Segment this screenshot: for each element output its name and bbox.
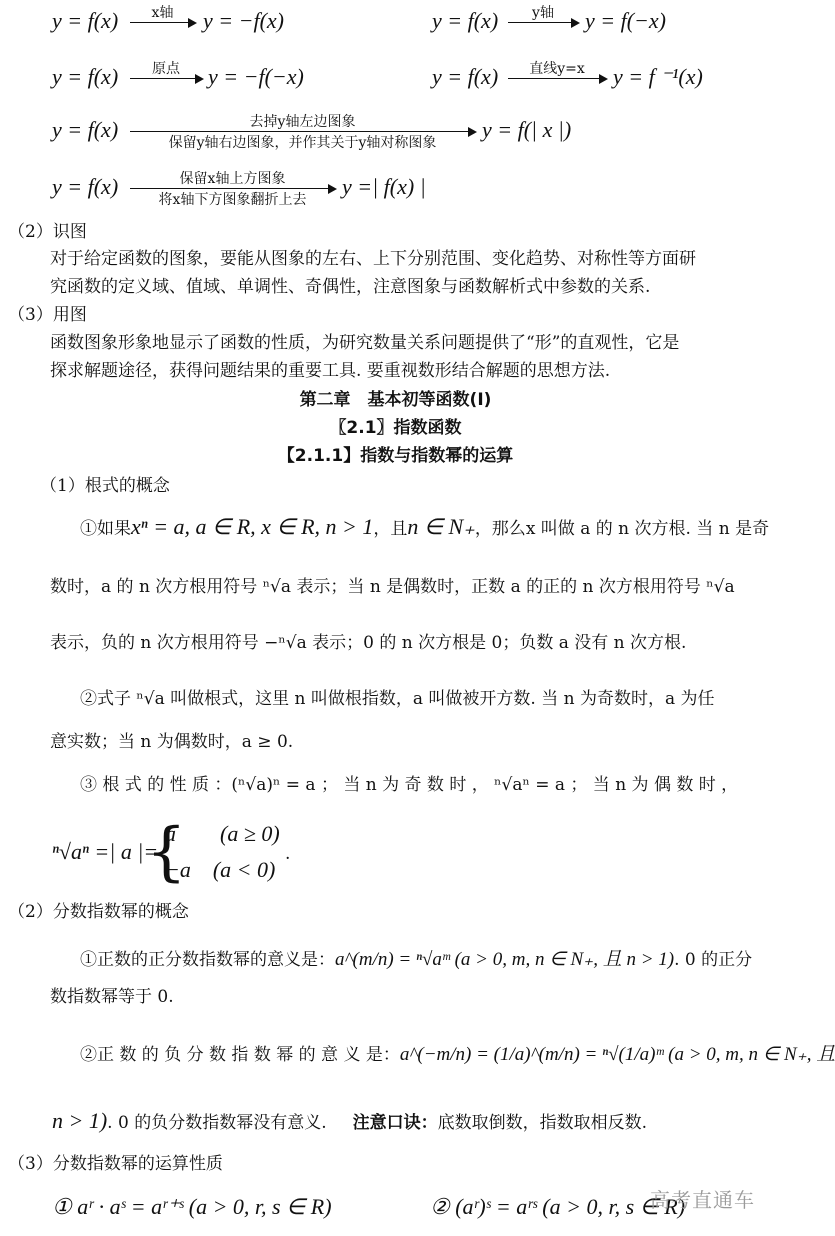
watermark: 高考直通车 [650,1188,755,1212]
ops-rule-1: ① aʳ · aˢ = aʳ⁺ˢ (a > 0, r, s ∈ R) [52,1194,332,1219]
section-heading: 〖2.1〗指数函数 [329,418,462,438]
transform-row-3-left: y = f(x) [52,64,119,89]
paragraph-line: 函数图象形象地显示了函数的性质，为研究数量关系问题提供了“形”的直观性，它是 [50,333,680,353]
transform-arrow-label-bottom: 保留y轴右边图象，并作其关于y轴对称图象 [168,135,437,151]
paragraph-line: 对于给定函数的图象，要能从图象的左右、上下分别范围、变化趋势、对称性等方面研 [50,249,696,269]
text: 底数取倒数，指数取相反数. [437,1113,648,1133]
transform-row-5-left: y = f(x) [52,117,119,142]
transform-arrow-label: 直线y=x [529,61,585,77]
transform-arrow [130,22,195,23]
text: . 0 的正分 [674,950,753,970]
transform-row-6-right: y =| f(x) | [342,174,426,199]
radical-line-5: 意实数；当 n 为偶数时，a ≥ 0. [50,732,294,752]
text: . 0 的负分数指数幂没有意义. [107,1113,327,1133]
subsection-heading: 【2.1.1】指数与指数幂的运算 [277,446,514,466]
math-expr: a^(m/n) = ⁿ√aᵐ (a > 0, m, n ∈ N₊, 且 n > 1) [335,949,675,970]
section-title-radical: （1）根式的概念 [40,476,170,496]
section-title-ops: （3）分数指数幂的运算性质 [8,1154,223,1174]
transform-row-1-left: y = f(x) [52,8,119,33]
math-expr: n > 1) [52,1108,108,1133]
radical-line-6: ③ 根 式 的 性 质 ：(ⁿ√a)ⁿ = a ； 当 n 为 奇 数 时 ， ⁿ√aⁿ = a ； 当 n 为 偶 数 时 ， [80,775,739,795]
math-expr: a^(−m/n) = (1/a)^(m/n) = ⁿ√(1/a)ᵐ (a > 0, m, n ∈ N₊, 且 [399,1044,835,1065]
section-title-shitu: （2）识图 [8,222,87,242]
chapter-heading: 第二章 基本初等函数(Ⅰ) [299,390,492,410]
transform-row-1-right: y = −f(x) [203,8,284,33]
piecewise-case-1: a (a ≥ 0) [165,821,280,846]
math-expr: n ∈ N₊ [407,514,475,539]
transform-arrow-label: 保留x轴上方图象 [179,171,286,187]
text: ①正数的正分数指数幂的意义是： [80,950,335,970]
transform-row-4-right: y = f ⁻¹(x) [613,64,703,89]
fraction-line-2: 数指数幂等于 0. [50,987,174,1007]
radical-abs-lhs: ⁿ√aⁿ =| a |= [52,839,159,864]
section-title-fraction: （2）分数指数幂的概念 [8,902,189,922]
transform-arrow [508,78,606,79]
text: x 叫做 a 的 n 次方根. 当 n 是奇 [525,519,770,539]
fraction-line-3 [80,1043,835,1067]
transform-arrow-label: x轴 [151,5,174,21]
transform-row-2-left: y = f(x) [432,8,499,33]
text: ②正 数 的 负 分 数 指 数 幂 的 意 义 是： [80,1045,400,1065]
mnemonic-label: 注意口诀： [352,1113,438,1133]
fraction-line-1 [80,948,752,972]
section-title-yongtu: （3）用图 [8,305,87,325]
paragraph-line: 究函数的定义域、值域、单调性、奇偶性，注意图象与函数解析式中参数的关系. [50,277,651,297]
math-expr: xⁿ = a, a ∈ R, x ∈ R, n > 1 [131,514,374,539]
transform-arrow-label: 原点 [152,61,180,77]
text: ①如果 [80,519,131,539]
radical-line-2: 数时，a 的 n 次方根用符号 ⁿ√a 表示；当 n 是偶数时，正数 a 的正的 n 次方根用符号 ⁿ√a [50,577,735,597]
transform-row-3-right: y = −f(−x) [208,64,304,89]
paragraph-line: 探求解题途径，获得问题结果的重要工具. 要重视数形结合解题的思想方法. [50,361,611,381]
radical-line-3: 表示，负的 n 次方根用符号 −ⁿ√a 表示；0 的 n 次方根是 0；负数 a 没有 n 次方根. [50,633,687,653]
fraction-line-4 [52,1109,647,1135]
transform-arrow-label: y轴 [532,5,554,21]
piecewise-case-2: −a (a < 0) [165,857,276,882]
transform-arrow-label: 去掉y轴左边图象 [249,114,356,130]
text: ，那么 [474,519,526,539]
radical-end-period: . [285,844,291,864]
transform-row-5-right: y = f(| x |) [482,117,572,142]
transform-row-2-right: y = f(−x) [585,8,666,33]
radical-line-4: ②式子 ⁿ√a 叫做根式，这里 n 叫做根指数，a 叫做被开方数. 当 n 为奇数时，a 为任 [80,689,715,709]
transform-arrow-label-bottom: 将x轴下方图象翻折上去 [158,192,307,208]
transform-row-4-left: y = f(x) [432,64,499,89]
piecewise-brace: { [146,815,187,889]
ops-rule-2: ② (aʳ)ˢ = aʳˢ (a > 0, r, s ∈ R) [430,1194,686,1219]
transform-row-6-left: y = f(x) [52,174,119,199]
transform-arrow [508,22,578,23]
radical-line-1 [80,515,769,541]
transform-arrow [130,78,202,79]
text: ，且 [373,519,408,539]
